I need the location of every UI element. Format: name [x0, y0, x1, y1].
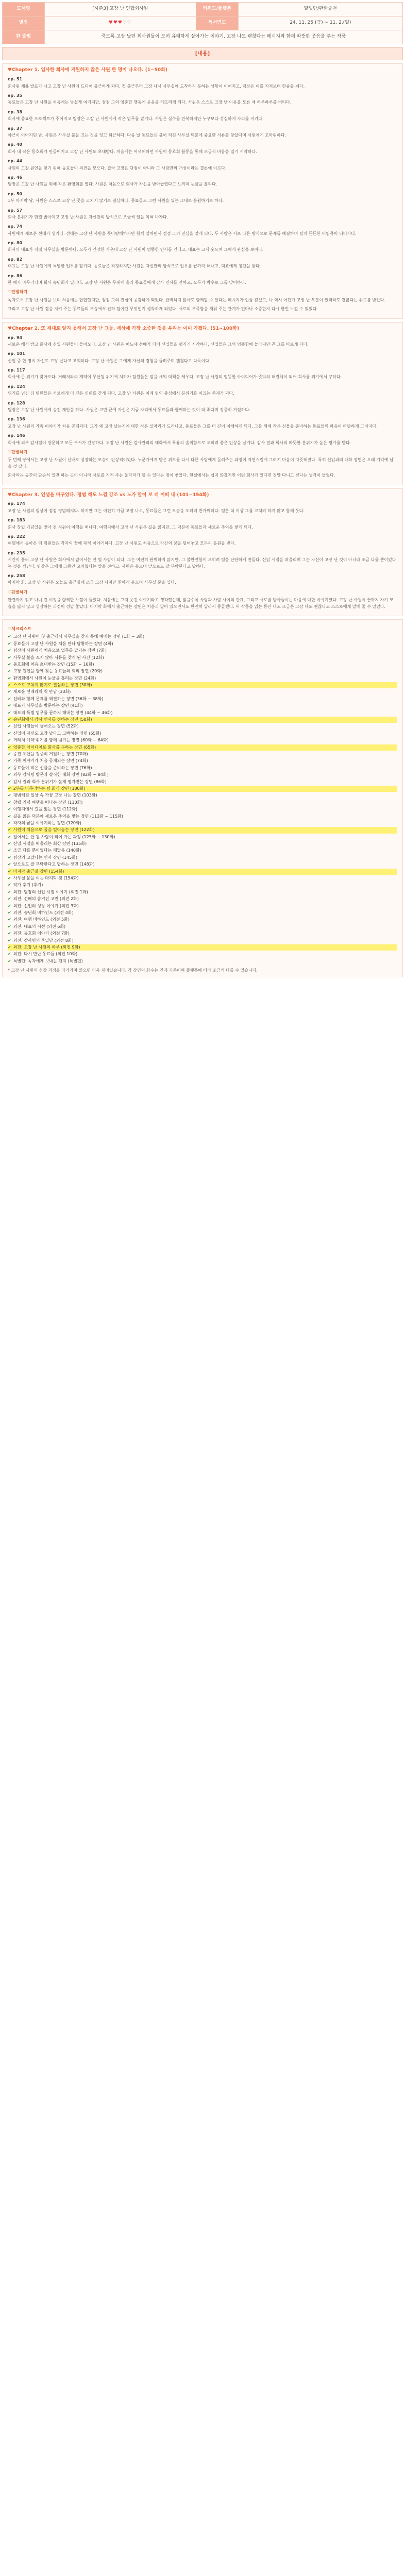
checkmark-icon: ✔	[8, 896, 11, 902]
checklist-item	[8, 765, 397, 771]
checkmark-icon: ✔	[8, 744, 11, 750]
chapter-2-episode-item	[8, 400, 397, 414]
chapter-1-episode-item	[8, 257, 397, 270]
checkmark-icon: ✔	[8, 814, 11, 819]
checklist-item	[8, 841, 397, 847]
checklist-item-text: 동료들이 고장 난 사원을 처음 만나 당황하는 장면 (4화)	[13, 641, 113, 646]
checkmark-icon: ✔	[8, 910, 11, 915]
chapter-1-episode-item	[8, 175, 397, 188]
checkmark-icon: ✔	[8, 855, 11, 860]
checklist-item	[8, 737, 397, 743]
checklist-item-text: 외전: 여행 비하인드 (외전 5화)	[13, 917, 70, 922]
checklist-item-text: 신입이 자신도 고장 났다고 고백하는 장면 (55화)	[13, 731, 102, 736]
checkmark-icon: ✔	[8, 938, 11, 943]
checklist-item-text: 여행지에서 길을 잃는 장면 (112화)	[13, 807, 78, 812]
episode-summary: 야근이 이어지던 밤, 사원은 사무실 불을 끄는 것을 잊고 퇴근하다. 다음 날 동료들은 불이 켜진 사무실 덕분에 중요한 서류를 찾았다며 사원에게 고마워하다.	[8, 132, 286, 138]
checklist-item	[8, 717, 397, 723]
rating-label: 별점	[3, 16, 45, 30]
checklist-item	[8, 689, 397, 695]
checklist-item	[8, 779, 397, 785]
chapter-2-review-paragraph: 회사라는 공간이 단순히 일만 하는 곳이 아니라 서로를 지켜 주는 울타리가 될 수 있다는 점이 좋았다. 현실에서는 쉽지 않겠지만 이런 회사가 있다면 정말 다니고 싶다는 생각이 들었다.	[8, 473, 335, 478]
checklist-item-text: 2부를 마무리하는 팀 회식 장면 (100화)	[13, 786, 86, 791]
checklist-item-text: 송년회에서 감사 인사를 전하는 장면 (50화)	[13, 717, 92, 722]
checklist-title: ♡체크리스트	[8, 626, 31, 631]
checklist-item-text: 외전: 동호회 이야기 (외전 7화)	[13, 931, 70, 936]
checkmark-icon: ✔	[8, 717, 11, 722]
checklist-item-text: 외전: 대표의 시선 (외전 6화)	[13, 924, 66, 929]
chapter-1-review-heading: ♡판별하기	[8, 290, 28, 295]
checklist-item	[8, 758, 397, 764]
chapter-1-episode-item	[8, 191, 397, 205]
checkmark-icon: ✔	[8, 869, 11, 874]
episode-summary: 마지막 화, 고장 난 사원은 오늘도 출근길에 조금 고장 나지만 환하게 웃으며 사무실 문을 열다.	[8, 580, 176, 585]
chapter-1-episode-item	[8, 93, 397, 106]
checklist-item	[8, 696, 397, 702]
checklist-item	[8, 806, 397, 812]
chapter-1-episode-item	[8, 240, 397, 253]
checklist-item	[8, 930, 397, 937]
checklist-item	[8, 958, 397, 964]
checklist-item	[8, 655, 397, 661]
checkmark-icon: ✔	[8, 758, 11, 764]
read-date-value: 24. 11. 25.(금) ~ 11. 2.(일)	[238, 16, 402, 30]
checkmark-icon: ✔	[8, 834, 11, 839]
episode-summary: 1부 마지막 날, 사원은 스스로 고장 난 곳을 고치지 않기로 결심하다. 동료들도 그런 사원을 있는 그대로 응원하기로 하다.	[8, 198, 224, 204]
checklist-item	[8, 910, 397, 916]
checklist-item-text: 외전: 다시 만난 동료들 (외전 10화)	[13, 952, 78, 957]
episode-summary: 회사에 큰 위기가 찾아오다. 거래처와의 계약이 무산될 위기에 처하자 팀원들은 밤을 새워 대책을 세우다. 고장 난 사원의 엉뚱한 아이디어가 뜻밖의 해결책이 되어 회사를 위기에서 구하다.	[8, 375, 342, 380]
checklist-item-text: 감사 결과 회사 분위기가 높게 평가받는 장면 (86화)	[13, 779, 107, 784]
checkmark-icon: ✔	[8, 848, 11, 853]
checklist-item-text: 사무실 불을 끄지 않아 서류를 찾게 된 사건 (12화)	[13, 655, 104, 660]
chapter-1-episode-item	[8, 273, 397, 286]
episode-summary: 회사에 외부 감사팀이 방문하고 모든 부서가 긴장하다. 고장 난 사원은 감사관과의 대화에서 특유의 솔직함으로 오히려 좋은 인상을 남기다. 감사 결과 회사의 따뜻한 분위기가 높은 평가를 받다.	[8, 440, 351, 445]
checklist-item	[8, 648, 397, 654]
checkmark-icon: ✔	[8, 917, 11, 922]
checklist-item-text: 외전: 송년회 비하인드 (외전 4화)	[13, 910, 74, 915]
checklist-item	[8, 634, 397, 640]
checklist-item-text: 고장 원인을 함께 찾는 동료들의 회의 장면 (20화)	[13, 669, 103, 674]
checklist-item	[8, 723, 397, 730]
checklist-item-text: 사무실 문을 여는 마지막 컷 (154화)	[13, 876, 79, 881]
chapter-3-episode-item	[8, 573, 397, 586]
checklist-item-text: 마지막 출근길 장면 (154화)	[13, 869, 64, 874]
checklist-item-text: 조금 다를 뿐이었다는 깨달음 (140화)	[13, 848, 81, 853]
checklist-item	[8, 668, 397, 674]
checklist-item	[8, 772, 397, 778]
episode-summary: 신입 중 한 명이 자신도 고장 났다고 고백하다. 고장 난 사원은 그에게 자신의 경험을 들려주며 괜찮다고 다독이다.	[8, 358, 211, 363]
episode-summary: 팀장은 고장 난 사원을 위해 작은 환영회를 열다. 사원은 처음으로 회사가 자신을 받아들였다고 느끼며 눈물을 흘리다.	[8, 182, 217, 187]
title-value: [시즌3] 고장 난 연합회사원	[45, 3, 196, 16]
chapter-1-episode-item	[8, 76, 397, 90]
checklist-item-text: 외부 감사팀 방문과 솔직한 대화 장면 (82화 ~ 84화)	[13, 772, 109, 777]
checkmark-icon: ✔	[8, 731, 11, 736]
checkmark-icon: ✔	[8, 786, 11, 791]
checklist-item	[8, 875, 397, 882]
checklist-item-text: 각자의 꿈을 이야기하는 장면 (120화)	[13, 820, 81, 825]
checkmark-icon: ✔	[8, 655, 11, 660]
keyword-label: 키워드/플랫폼	[196, 3, 238, 16]
chapter-block-3	[2, 488, 403, 616]
checklist-item	[8, 675, 397, 682]
chapter-1-episode-item	[8, 126, 397, 139]
episode-summary: 회사의 대표가 직접 사무실을 방문하다. 모두가 긴장한 가운데 고장 난 사원이 엉뚱한 인사를 건네고, 대표는 크게 웃으며 그에게 관심을 보이다.	[8, 247, 264, 252]
episode-number: ep. 128	[8, 400, 25, 405]
chapter-3-review-paragraph: 완결까지 읽고 나니 긴 여정을 함께한 느낌이 들었다. 처음에는 그저 웃긴 이야기라고 생각했는데, 읽을수록 사람과 사람 사이의 관계, 그리고 서로를 받아들이는 마음에 대한 이야기였다. 고장 난 사원이 끝까지 자기 모습을 잃지 않고 성장하는 과정이 정말 좋았다. 마지막 화에서 출근하는 장면은 처음과 닮아 있으면서도 완전히 달라서 뭉클했다. 이 작품을 읽는 동안 나도 조금은 고장 나도 괜찮다고 스스로에게 말해 줄 수 있었다.	[8, 598, 394, 609]
checklist-item-text: 엉뚱한 아이디어로 회사를 구하는 장면 (65화)	[13, 744, 96, 750]
checklist-item-text: 팀장의 고맙다는 인사 장면 (145화)	[13, 855, 78, 860]
episode-number: ep. 101	[8, 351, 25, 357]
checklist-item-text: 없어서는 안 될 사람이 되어 가는 과정 (125화 ~ 130화)	[13, 834, 115, 839]
episode-number: ep. 35	[8, 93, 23, 98]
checkmark-icon: ✔	[8, 841, 11, 846]
checkmark-icon: ✔	[8, 883, 11, 888]
checklist-item	[8, 827, 397, 833]
checkmark-icon: ✔	[8, 800, 11, 805]
episode-summary: 팀장은 고장 난 사원에게 승진 제안을 하다. 사원은 고민 끝에 자신은 지금 자리에서 동료들과 함께하는 것이 더 좋다며 정중히 거절하다.	[8, 408, 250, 413]
checklist-item	[8, 903, 397, 909]
episode-number: ep. 94	[8, 335, 23, 340]
episode-number: ep. 136	[8, 417, 25, 422]
checklist-item	[8, 944, 397, 951]
chapter-block-2	[2, 322, 403, 485]
checklist-item-text: 특별편: 독자에게 보내는 편지 (특별편)	[13, 958, 83, 963]
checklist-item	[8, 869, 397, 875]
episode-summary: 대표는 고장 난 사원에게 특별한 업무를 맡기다. 동료들은 걱정하지만 사원은 자신만의 방식으로 업무를 끝까지 해내고, 대표에게 칭찬을 받다.	[8, 264, 261, 269]
episode-number: ep. 124	[8, 384, 25, 389]
episode-summary: 새로운 해가 밝고 회사에 신입 사원들이 들어오다. 고장 난 사원은 어느새 선배가 되어 신입들을 챙기기 시작하다. 신입들은 그의 엉뚱함에 놀라지만 곧 그를 따르게 되다.	[8, 342, 309, 347]
content-section-title: [내용]	[2, 47, 403, 61]
checklist-item-text: 평범해진 일상 속 가끔 고장 나는 장면 (103화)	[13, 793, 97, 798]
checkmark-icon: ✔	[8, 807, 11, 812]
checklist-item-text: 승진 제안을 정중히 거절하는 장면 (70화)	[13, 751, 88, 756]
checklist-item	[8, 896, 397, 902]
checklist-item	[8, 951, 397, 957]
chapter-2-episode-item	[8, 367, 397, 381]
episode-summary: 회사에 중요한 프로젝트가 주어지고 팀장은 고장 난 사원에게 작은 업무를 맡기다. 사원은 실수를 반복하지만 누구보다 성실하게 자리를 지키다.	[8, 116, 264, 122]
checklist-section	[2, 619, 403, 978]
checkmark-icon: ✔	[8, 724, 11, 729]
keyword-value: 달빛단/판화솔천	[238, 3, 402, 16]
rating-value	[45, 16, 196, 30]
episode-summary: 시간이 흘러 고장 난 사원은 회사에서 없어서는 안 될 사람이 되다. 그는 여전히 완벽하지 않지만, 그 불완전함이 오히려 팀을 단단하게 만들다. 신입 시절을 떠올리며 그는 자신이 고장 난 것이 아니라 조금 다를 뿐이었다는 것을 깨닫다. 팀장은 그에게 그동안 고마웠다는 말을 전하고, 사원은 웃으며 앞으로도 잘 부탁한다고 답하다.	[8, 557, 396, 569]
checkmark-icon: ✔	[8, 662, 11, 667]
episode-summary: 회사원 채용 발표가 나고 고장 난 사원이 드디어 출근하게 되다. 첫 출근부터 고장 나서 사무실에 도착하지 못하는 상황이 이어지고, 팀장은 이를 지켜보며 한숨을 쉬다.	[8, 83, 305, 89]
chapter-2-review-paragraph: 두 번째 장에서는 고장 난 사원이 선배로 성장하는 모습이 인상적이었다. 누군가에게 받은 위로를 다시 다른 사람에게 돌려주는 과정이 자연스럽게 그려져 마음이 따뜻해졌다. 특히 신입과의 대화 장면은 오래 기억에 남을 것 같다.	[8, 457, 394, 469]
episode-summary: 회사 창립 기념일을 맞아 전 직원이 여행을 떠나다. 여행지에서 고장 난 사원은 길을 잃지만, 그 덕분에 동료들과 새로운 추억을 쌓게 되다.	[8, 524, 253, 530]
checklist-item-text: 대표의 특별 업무를 끝까지 해내는 장면 (44화 ~ 46화)	[13, 710, 113, 715]
chapter-1-review-paragraph: 독자로서 고장 난 사원을 보며 처음에는 답답했지만, 점점 그의 진심에 공감하게 되었다. 완벽하지 않아도 함께할 수 있다는 메시지가 인상 깊었고, 나 역시 어딘가 고장 난 부분이 있더라도 괜찮다는 위로를 받았다.	[8, 297, 386, 302]
checklist-item-text: 환영회에서 사원이 눈물을 흘리는 장면 (24화)	[13, 675, 96, 681]
episode-number: ep. 44	[8, 159, 23, 164]
checklist-item	[8, 641, 397, 647]
checkmark-icon: ✔	[8, 889, 11, 894]
checklist-item	[8, 731, 397, 737]
checklist-item	[8, 917, 397, 923]
rating-hearts: ♥♥♥	[108, 20, 123, 25]
chapter-3-review-heading: ♡판별하기	[8, 589, 28, 595]
episode-number: ep. 86	[8, 273, 23, 278]
episode-summary: 고장 난 사원의 일상이 점점 평범해지다. 하지만 그는 여전히 가끔 고장 나고, 동료들은 그런 모습을 오히려 반가워하다. 팀은 더 이상 그를 고치려 하지 않고 함께 웃다.	[8, 508, 305, 513]
oneline-label: 한 줄평	[3, 30, 45, 44]
chapter-2-episode-item	[8, 335, 397, 348]
checkmark-icon: ✔	[8, 703, 11, 708]
checkmark-icon: ✔	[8, 751, 11, 756]
checklist-item-text: 신입 시절을 떠올리는 회상 장면 (135화)	[13, 841, 87, 846]
checkmark-icon: ✔	[8, 648, 11, 653]
checklist-item-text: 가족 이야기가 처음 공개되는 장면 (74화)	[13, 758, 88, 764]
checklist-item-text: 작가 후기 (후기)	[13, 883, 43, 888]
checklist-item	[8, 861, 397, 868]
episode-number: ep. 222	[8, 534, 25, 539]
checkmark-icon: ✔	[8, 641, 11, 646]
checkmark-icon: ✔	[8, 793, 11, 798]
oneline-value: 죽도록 고장 났던 회사원들이 모여 유쾌하게 살아가는 이야기. 고장 나도 괜찮다는 메시지와 함께 따뜻한 웃음을 주는 작품	[45, 30, 403, 44]
episode-number: ep. 146	[8, 433, 25, 438]
episode-summary: 위기를 넘긴 뒤 팀원들은 서로에게 더 깊은 신뢰를 갖게 되다. 고장 난 사원은 이제 팀의 중심에서 분위기를 이끄는 존재가 되다.	[8, 391, 234, 396]
checklist-item	[8, 710, 397, 716]
checklist-item	[8, 814, 397, 820]
chapter-2-episode-item	[8, 384, 397, 397]
checklist-item-text: 앞으로도 잘 부탁한다고 답하는 장면 (148화)	[13, 862, 95, 867]
checklist-item-text: 새로운 선배와의 첫 만남 (33화)	[13, 689, 71, 694]
checklist-item	[8, 820, 397, 826]
episode-number: ep. 174	[8, 501, 25, 506]
checklist-item	[8, 792, 397, 799]
chapter-block-1	[2, 63, 403, 318]
episode-number: ep. 82	[8, 257, 23, 262]
checkmark-icon: ✔	[8, 862, 11, 867]
chapter-3-episode-item	[8, 534, 397, 547]
checklist-item	[8, 751, 397, 757]
checklist-item-text: 외전: 선배의 숨겨진 고민 (외전 2화)	[13, 896, 79, 902]
episode-number: ep. 50	[8, 191, 23, 196]
checkmark-icon: ✔	[8, 675, 11, 681]
checklist-item-text: 외전: 신입의 성장 이야기 (외전 3화)	[13, 903, 79, 908]
episode-number: ep. 51	[8, 77, 23, 82]
checklist-item-text: 창립 기념 여행을 떠나는 장면 (110화)	[13, 800, 83, 805]
chapter-1-review-paragraph: 그리고 고장 난 사원 곁을 지켜 주는 동료들의 모습에서 진짜 팀이란 무엇인지 생각하게 되었다. 서로의 부족함을 채워 주는 관계가 얼마나 소중한지 다시 한번 느낄 수 있었다.	[8, 307, 318, 312]
checkmark-icon: ✔	[8, 827, 11, 833]
book-info-table	[2, 2, 403, 44]
checklist-item-text: 길을 잃은 덕분에 새로운 추억을 쌓는 장면 (113화 ~ 115화)	[13, 814, 123, 819]
checklist-item-text: 신입 사원들이 들어오는 장면 (52화)	[13, 724, 79, 729]
checklist-item	[8, 855, 397, 861]
episode-summary: 여행에서 돌아온 뒤 팀원들은 각자의 꿈에 대해 이야기하다. 고장 난 사원도 처음으로 자신의 꿈을 털어놓고 모두의 응원을 받다.	[8, 541, 236, 546]
checklist-item	[8, 786, 397, 792]
chapter-1-episode-item	[8, 224, 397, 237]
chapter-1-title: ♥Chapter 1. 입사한 회사에 지원하지 않은 사원 한 명이 나오다. (1~50화)	[8, 67, 168, 73]
checklist-item-text: 외전: 고장 난 사원의 하루 (외전 9화)	[13, 944, 80, 950]
checklist-item-text: 선배와 함께 문제를 해결하는 장면 (36화 ~ 38화)	[13, 696, 104, 701]
checklist-item-text: 동호회에 처음 초대받는 장면 (15화 ~ 16화)	[13, 662, 94, 667]
checkmark-icon: ✔	[8, 779, 11, 784]
episode-summary: 사원의 고장 원인을 찾기 위해 동료들이 의견을 모으다. 결국 고장은 단점이 아니라 그 사람만의 개성이라는 결론에 이르다.	[8, 165, 227, 171]
checkmark-icon: ✔	[8, 958, 11, 963]
chapter-2-title: ♥Chapter 2. 또 제대로 알지 못해서 고장 난 그들. 세상에 가장 소중한 것을 우리는 이미 가졌다. (51~100화)	[8, 326, 240, 331]
checkmark-icon: ✔	[8, 689, 11, 694]
episode-summary: 사원에게 새로운 선배가 생기다. 선배는 고장 난 사원을 못마땅해하지만 함께 일하면서 점점 그의 진심을 알게 되다. 두 사람은 서로 다른 방식으로 문제를 해결하며 팀의 든든한 버팀목이 되어가다.	[8, 231, 357, 236]
checklist-item	[8, 744, 397, 751]
checklist-item-text: 팀장이 사원에게 처음으로 업무를 맡기는 장면 (7화)	[13, 648, 107, 653]
episode-summary: 한 해가 마무리되며 회사 송년회가 열리다. 고장 난 사원은 무대에 올라 동료들에게 감사 인사를 전하고, 모두가 박수로 그를 맞이하다.	[8, 280, 246, 285]
checkmark-icon: ✔	[8, 924, 11, 929]
checkmark-icon: ✔	[8, 683, 11, 688]
chapter-1-episode-item	[8, 208, 397, 221]
checklist-item-text: 외전: 팀장의 신입 시절 이야기 (외전 1화)	[13, 889, 88, 894]
episode-number: ep. 258	[8, 573, 25, 578]
checkmark-icon: ✔	[8, 876, 11, 881]
checklist-item-text: 동료들이 작은 선물을 준비하는 장면 (76화)	[13, 765, 92, 770]
episode-number: ep. 183	[8, 518, 25, 523]
checklist-item	[8, 703, 397, 709]
chapter-1-episode-item	[8, 142, 397, 155]
checkmark-icon: ✔	[8, 931, 11, 936]
rating-empty-hearts: ♡♡	[122, 20, 132, 25]
episode-number: ep. 40	[8, 142, 23, 147]
checklist-item	[8, 800, 397, 806]
checkmark-icon: ✔	[8, 903, 11, 908]
episode-summary: 회사 내 작은 동호회가 만들어지고 고장 난 사원도 초대받다. 처음에는 어색해하던 사원이 동호회 활동을 통해 조금씩 마음을 열기 시작하다.	[8, 149, 257, 154]
chapter-3-episode-item	[8, 501, 397, 514]
checklist-item-text: 스스로 고치지 않기로 결심하는 장면 (30화)	[13, 683, 92, 688]
checklist-item-text: 고장 난 사원이 첫 출근에서 사무실을 찾지 못해 헤매는 장면 (1화 ~ 3화)	[13, 634, 145, 639]
checkmark-icon: ✔	[8, 738, 11, 743]
checklist-item	[8, 938, 397, 944]
chapter-1-episode-item	[8, 158, 397, 172]
chapter-2-episode-item	[8, 351, 397, 364]
checkmark-icon: ✔	[8, 634, 11, 639]
checklist-item-text: 거래처 계약 위기를 함께 넘기는 장면 (60화 ~ 64화)	[13, 738, 109, 743]
checklist-item	[8, 662, 397, 668]
episode-number: ep. 37	[8, 126, 23, 131]
checkmark-icon: ✔	[8, 669, 11, 674]
checkmark-icon: ✔	[8, 772, 11, 777]
checkmark-icon: ✔	[8, 765, 11, 770]
checklist-item	[8, 848, 397, 854]
episode-number: ep. 74	[8, 224, 23, 229]
checklist-item	[8, 834, 397, 840]
chapter-2-review-heading: ♡판별하기	[8, 449, 28, 454]
chapter-3-episode-item	[8, 550, 397, 570]
checklist-item-text: 대표가 사무실을 방문하는 장면 (41화)	[13, 703, 83, 708]
episode-number: ep. 38	[8, 109, 23, 114]
chapter-3-title: ♥Chapter 3. 인생을 바꾸었다. 평범 해도 느낌 강조 vs 노가 말이 보 더 어떠 내 (101~154화)	[8, 492, 209, 498]
checkmark-icon: ✔	[8, 820, 11, 825]
checkmark-icon: ✔	[8, 944, 11, 950]
checklist-item-text: 외전: 감사팀의 후일담 (외전 8화)	[13, 938, 74, 943]
checkmark-icon: ✔	[8, 710, 11, 715]
episode-number: ep. 117	[8, 368, 25, 373]
title-label: 도서명	[3, 3, 45, 16]
episode-number: ep. 235	[8, 550, 25, 555]
checklist-item-text: 사원이 처음으로 꿈을 털어놓는 장면 (122화)	[13, 827, 95, 833]
episode-number: ep. 80	[8, 241, 23, 246]
read-date-label: 독서연도	[196, 16, 238, 30]
chapter-3-episode-item	[8, 517, 397, 531]
episode-summary: 회사 분위기가 한결 밝아지고 고장 난 사원은 자신만의 방식으로 조금씩 일을 익혀 나가다.	[8, 214, 168, 219]
checkmark-icon: ✔	[8, 696, 11, 701]
chapter-1-episode-item	[8, 109, 397, 123]
checklist-footer: * 고장 난 사원의 성장 과정을 따라가며 읽으면 더욱 재미있습니다. 각 장면의 화수는 연재 기준이며 플랫폼에 따라 조금씩 다를 수 있습니다.	[8, 968, 258, 973]
chapter-2-episode-item	[8, 416, 397, 430]
episode-number: ep. 46	[8, 175, 23, 180]
episode-summary: 고장 난 사원의 가족 이야기가 처음 공개되다. 그가 왜 고장 났는지에 대한 작은 실마리가 드러나고, 동료들은 그를 더 깊이 이해하게 되다. 그를 위해 작은 선물을 준비하는 동료들의 마음이 따뜻하게 그려지다.	[8, 423, 378, 429]
checkmark-icon: ✔	[8, 952, 11, 957]
checklist-item	[8, 882, 397, 888]
episode-number: ep. 57	[8, 208, 23, 213]
checklist-item	[8, 924, 397, 930]
episode-summary: 동료들은 고장 난 사원을 처음에는 낯설게 여기지만, 점점 그의 엉뚱한 행동에 웃음을 터뜨리게 되다. 사원은 스스로 고장 난 이유를 모른 채 하루하루를 버티다.	[8, 100, 292, 105]
chapter-2-episode-item	[8, 433, 397, 446]
checklist-item	[8, 889, 397, 895]
checklist-item	[8, 682, 397, 688]
